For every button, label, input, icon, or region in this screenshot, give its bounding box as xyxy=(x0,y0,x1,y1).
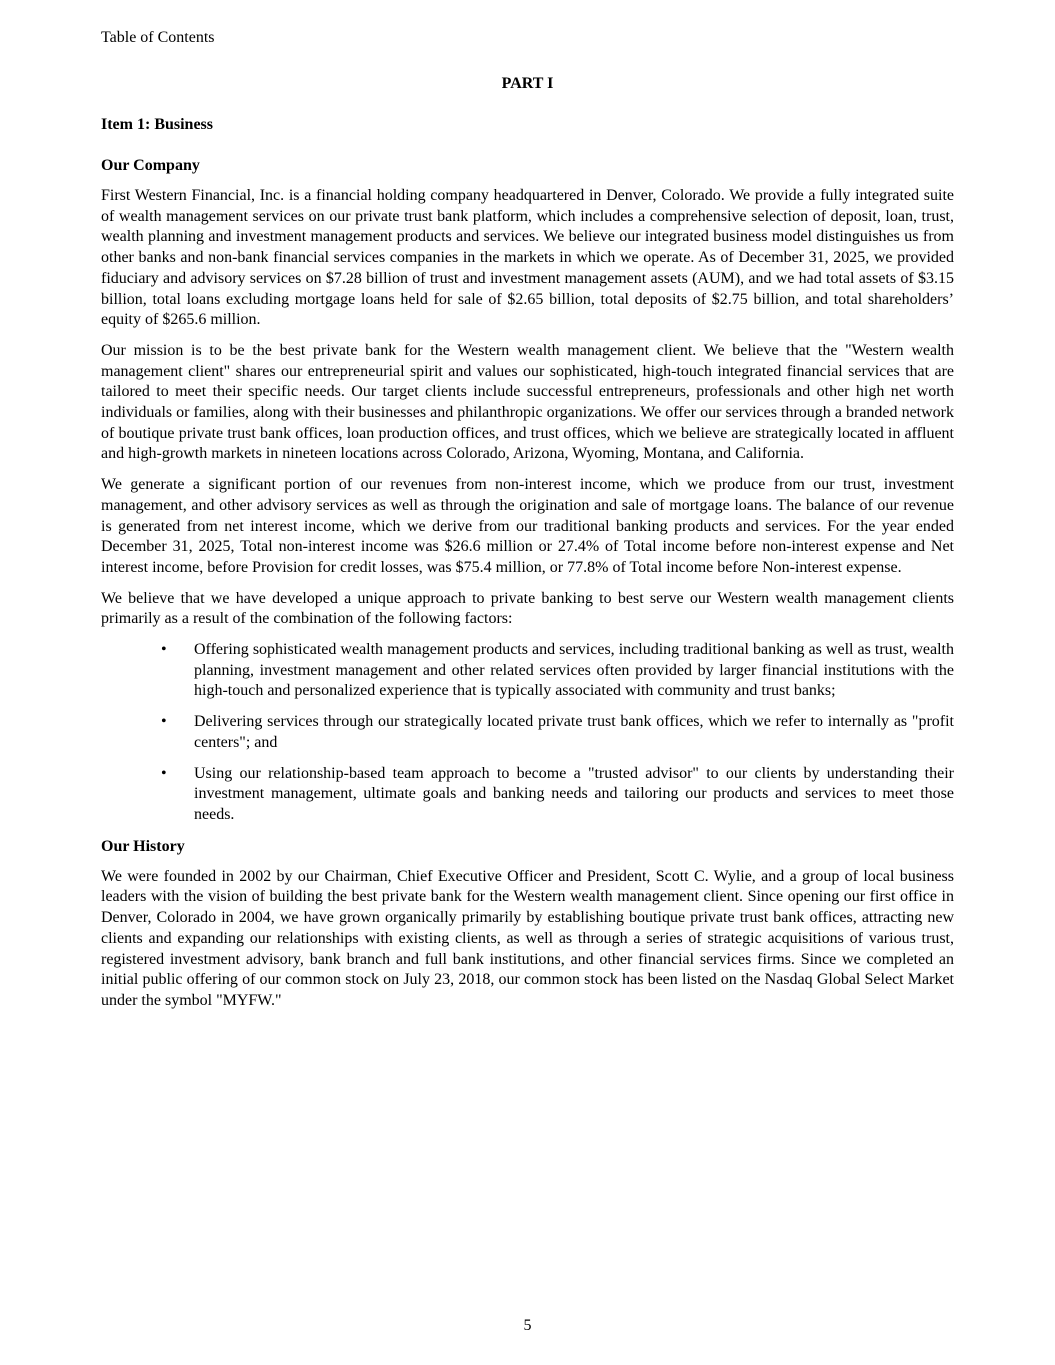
list-item-text: Offering sophisticated wealth management products and services, including traditional banking as well as trust, wealth planning, investment management and other related services often provided by larger financial institutions with the high-touch and personalized experience that is typically associated with community and trust banks; xyxy=(194,641,954,700)
paragraph: We were founded in 2002 by our Chairman, Chief Executive Officer and President, Scott C. Wylie, and a group of local business leaders with the vision of building the best private bank for the Western wealth management client. Since opening our first office in Denver, Colorado in 2004, we have grown organically primarily by establishing boutique private trust bank offices, attracting new clients and expanding our relationships with existing clients, as well as through a series of strategic acquisitions of various trust, registered investment advisory, bank branch and full bank institutions, and other financial services firms. Since we completed an initial public offering of our common stock on July 23, 2018, our common stock has been listed on the Nasdaq Global Select Market under the symbol "MYFW." xyxy=(101,867,954,1009)
section-our-history xyxy=(101,836,954,1012)
bullet-list xyxy=(101,640,954,826)
list-item-text: Delivering services through our strategically located private trust bank offices, which we refer to internally as "profit centers"; and xyxy=(194,713,954,751)
bullet-icon: • xyxy=(161,641,167,659)
page-number: 5 xyxy=(523,1317,532,1334)
section-our-company xyxy=(101,155,954,826)
document-page xyxy=(101,73,954,1022)
section-heading: Our History xyxy=(101,837,185,855)
list-item-text: Using our relationship-based team approach to become a "trusted advisor" to our clients by understanding their investment management, ultimate goals and banking needs and tailoring our products and services to meet those needs. xyxy=(194,764,954,823)
paragraph: Our mission is to be the best private bank for the Western wealth management client. We believe that the "Western wealth management client" shares our entrepreneurial spirit and values our sophisticated, high-touch integrated financial services that are tailored to meet their specific needs. Our target clients include successful entrepreneurs, professionals and other high net worth individuals or families, along with their businesses and philanthropic organizations. We offer our services through a branded network of boutique private trust bank offices, loan production offices, and trust offices, which we believe are strategically located in affluent and high-growth markets in nineteen locations across Colorado, Arizona, Wyoming, Montana, and California. xyxy=(101,341,954,463)
paragraph: We generate a significant portion of our revenues from non-interest income, which we produce from our trust, investment management, and other advisory services as well as through the origination and sale of mortgage loans. The balance of our revenue is generated from net interest income, which we derive from our traditional banking products and services. For the year ended December 31, 2025, Total non-interest income was $26.6 million or 27.4% of Total income before non-interest expense and Net interest income, before Provision for credit losses, was $75.4 million, or 77.8% of Total income before Non-interest expense. xyxy=(101,476,954,576)
part-title: PART I xyxy=(501,75,554,92)
paragraph: First Western Financial, Inc. is a financial holding company headquartered in Denver, Colorado. We provide a fully integrated suite of wealth management services on our private trust bank platform, which includes a comprehensive selection of deposit, loan, trust, wealth planning and investment management products and services. We believe our integrated business model distinguishes us from other banks and non-bank financial services companies in the markets in which we operate. As of December 31, 2025, we provided fiduciary and advisory services on $7.28 billion of trust and investment management assets (AUM), and we had total assets of $3.15 billion, total loans excluding mortgage loans held for sale of $2.65 billion, total deposits of $2.75 billion, and total shareholders’ equity of $265.6 million. xyxy=(101,187,954,329)
bullet-icon: • xyxy=(161,713,167,731)
list-item xyxy=(101,712,954,753)
paragraph: We believe that we have developed a unique approach to private banking to best serve our Western wealth management clients primarily as a result of the combination of the following factors: xyxy=(101,589,954,628)
table-of-contents-link[interactable]: Table of Contents xyxy=(101,29,215,46)
item-title: Item 1: Business xyxy=(101,116,214,133)
list-item xyxy=(101,764,954,826)
list-item xyxy=(101,640,954,702)
bullet-icon: • xyxy=(161,764,167,782)
section-heading: Our Company xyxy=(101,157,200,174)
